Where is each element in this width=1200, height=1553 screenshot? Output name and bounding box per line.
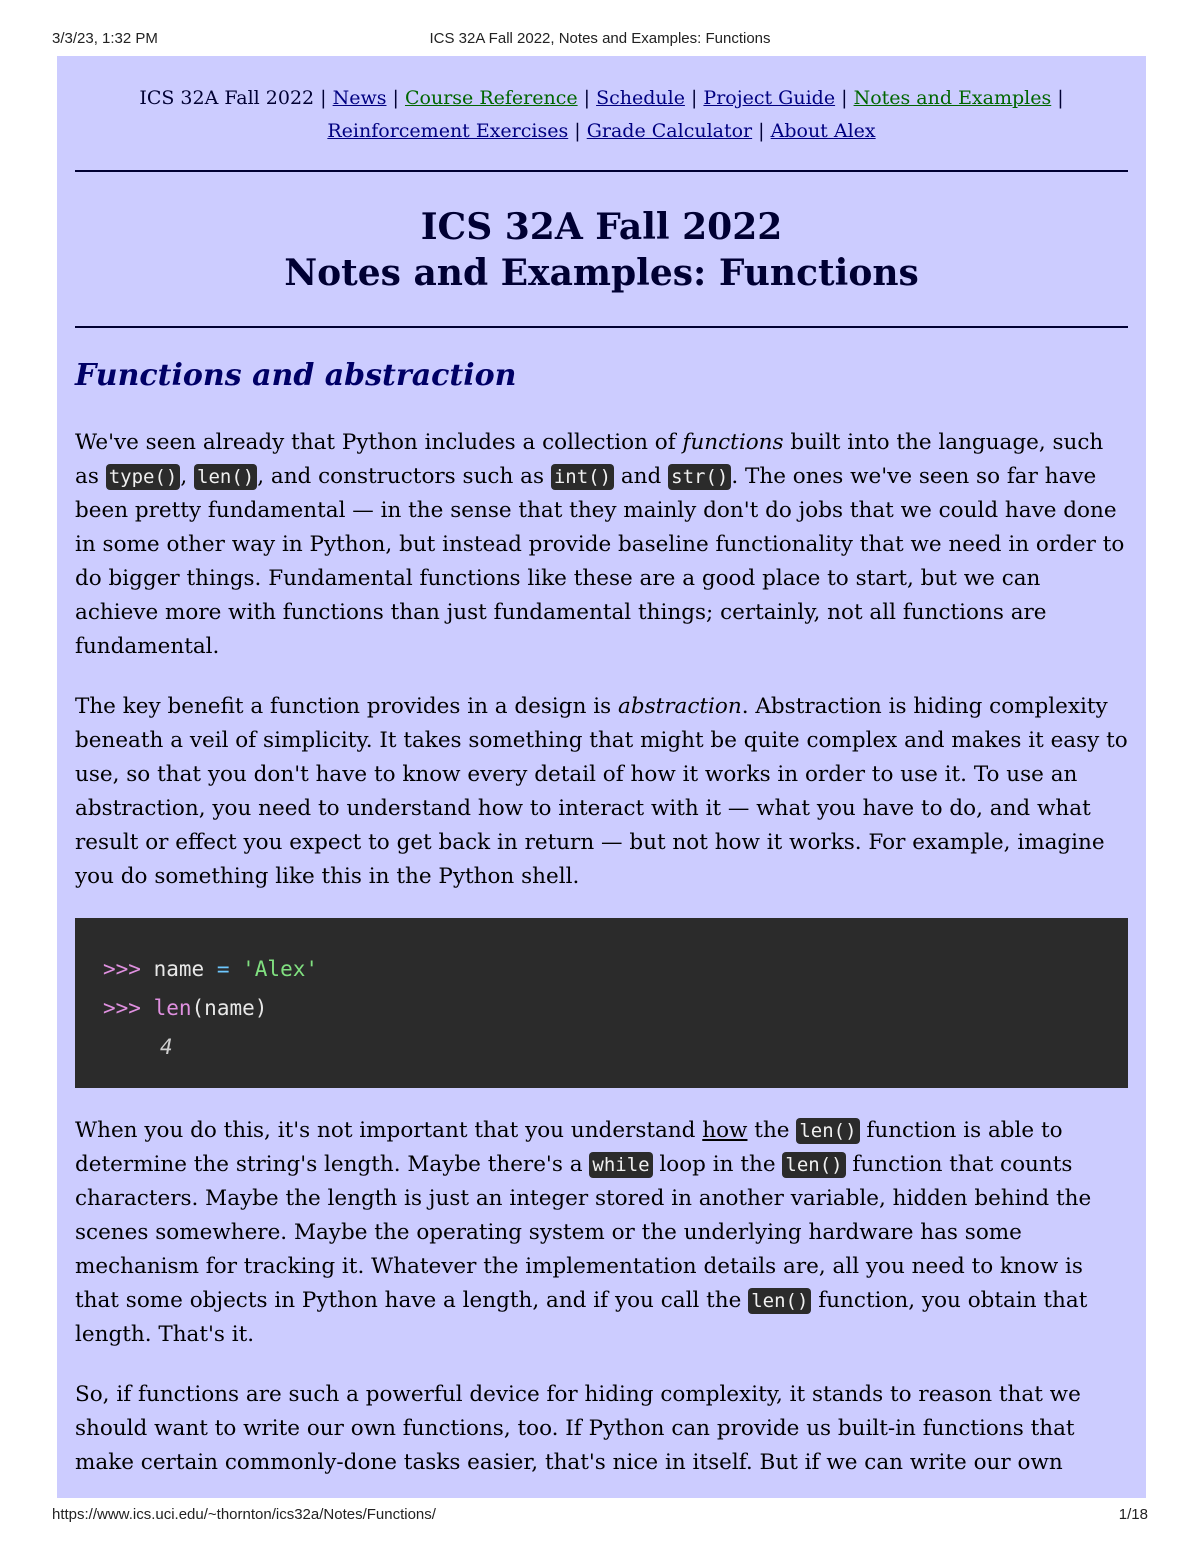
nav-link-schedule[interactable]: Schedule [596, 87, 685, 109]
inline-code: int() [551, 464, 614, 490]
emphasis-text: functions [682, 430, 784, 455]
text-run: function, you obtain that length. That's it. [75, 1288, 1088, 1347]
print-page-number: 1/18 [1118, 1506, 1148, 1523]
course-nav [75, 82, 1128, 148]
text-run: the [747, 1118, 797, 1143]
nav-separator: | [684, 87, 704, 109]
text-run: function that counts characters. Maybe the length is just an integer stored in another variable, hidden behind the scenes somewhere. Maybe the operating system or the underlying hardware has some mechanism for tracking it. Whatever the implementation details are, all you need to know is that some objects in Python have a length, and if you call the [75, 1152, 1092, 1313]
text-run: function is able to determine the string's length. Maybe there's a [75, 1118, 1063, 1177]
text-run: . The ones we've seen so far have been pretty fundamental — in the sense that they mainly don't do jobs that we could have done in some other way in Python, but instead provide baseline functionality that we need in order to do bigger things. Fundamental functions like these are a good place to start, but we can achieve more with functions than just fundamental things; certainly, not all functions are fundamental. [75, 464, 1125, 659]
text-run: We've seen already that Python includes a collection of [75, 430, 683, 455]
inline-code: len() [796, 1118, 859, 1144]
text-run: . Abstraction is hiding complexity beneath a veil of simplicity. It takes something that might be quite complex and makes it easy to use, so that you don't have to know every detail of how it works in order to use it. To use an abstraction, you need to understand how to interact with it — what you have to do, and what result or effect you expect to get back in return — but not how it works. For example, imagine you do something like this in the Python shell. [75, 694, 1128, 889]
text-run: , [180, 464, 194, 489]
nav-separator: | [752, 120, 771, 142]
nav-separator: | [314, 87, 333, 109]
shell-prompt: >>> [103, 957, 141, 981]
inline-code: len() [194, 464, 257, 490]
paragraph-2 [75, 690, 1128, 894]
text-run: and [614, 464, 669, 489]
text-run: built into the language, such as [75, 430, 1104, 489]
code-token: name [153, 957, 205, 981]
nav-link-news[interactable]: News [332, 87, 387, 109]
nav-separator: | [1051, 87, 1064, 109]
paragraph-3 [75, 1114, 1128, 1352]
inline-code: str() [668, 464, 731, 490]
print-url: https://www.ics.uci.edu/~thornton/ics32a/Notes/Functions/ [52, 1506, 436, 1523]
print-header [52, 30, 1148, 50]
print-footer [52, 1506, 1148, 1526]
nav-link-about-alex[interactable]: About Alex [770, 120, 876, 142]
code-token: (name) [191, 996, 268, 1020]
nav-link-course-reference[interactable]: Course Reference [404, 87, 578, 109]
print-document-title: ICS 32A Fall 2022, Notes and Examples: Functions [429, 30, 771, 47]
code-line [103, 950, 1100, 989]
text-run: When you do this, it's not important that you understand [75, 1118, 703, 1143]
code-output: 4 [160, 1035, 173, 1059]
nav-separator: | [386, 87, 405, 109]
code-example [75, 918, 1128, 1088]
code-token: = [216, 957, 230, 981]
inline-code: type() [106, 464, 181, 490]
paragraph-4: So, if functions are such a powerful device for hiding complexity, it stands to reason that we should want to write our own functions, too. If Python can provide us built-in functions that make certain commonly-done tasks easier, that's nice in itself. But if we can write our own [75, 1382, 1081, 1475]
text-run: , and constructors such as [257, 464, 551, 489]
underlined-text: how [702, 1118, 748, 1143]
code-token: len [153, 996, 192, 1020]
inline-code: len() [782, 1152, 845, 1178]
text-run: loop in the [652, 1152, 783, 1177]
title-divider [75, 326, 1128, 328]
top-divider [75, 170, 1128, 172]
emphasis-text: abstraction [618, 694, 742, 719]
page-content [57, 56, 1146, 1498]
inline-code: while [589, 1152, 652, 1178]
shell-prompt: >>> [103, 996, 141, 1020]
code-line [103, 989, 1100, 1028]
print-datetime: 3/3/23, 1:32 PM [52, 30, 158, 47]
nav-separator: | [577, 87, 597, 109]
inline-code: len() [748, 1288, 811, 1314]
text-run: The key benefit a function provides in a design is [75, 694, 618, 719]
nav-link-notes-and-examples[interactable]: Notes and Examples [853, 87, 1052, 109]
nav-link-grade-calculator[interactable]: Grade Calculator [586, 120, 753, 142]
nav-link-reinforcement-exercises[interactable]: Reinforcement Exercises [327, 120, 569, 142]
nav-separator: | [568, 120, 587, 142]
section-heading: Functions and abstraction [75, 358, 517, 393]
nav-site-name: ICS 32A Fall 2022 [139, 87, 315, 109]
paragraph-1 [75, 426, 1128, 664]
page-title-line2: Notes and Examples: Functions [284, 252, 919, 294]
code-token: 'Alex' [242, 957, 318, 981]
nav-link-project-guide[interactable]: Project Guide [703, 87, 836, 109]
page-title-line1: ICS 32A Fall 2022 [420, 206, 783, 248]
page-title [57, 204, 1146, 296]
nav-separator: | [835, 87, 854, 109]
